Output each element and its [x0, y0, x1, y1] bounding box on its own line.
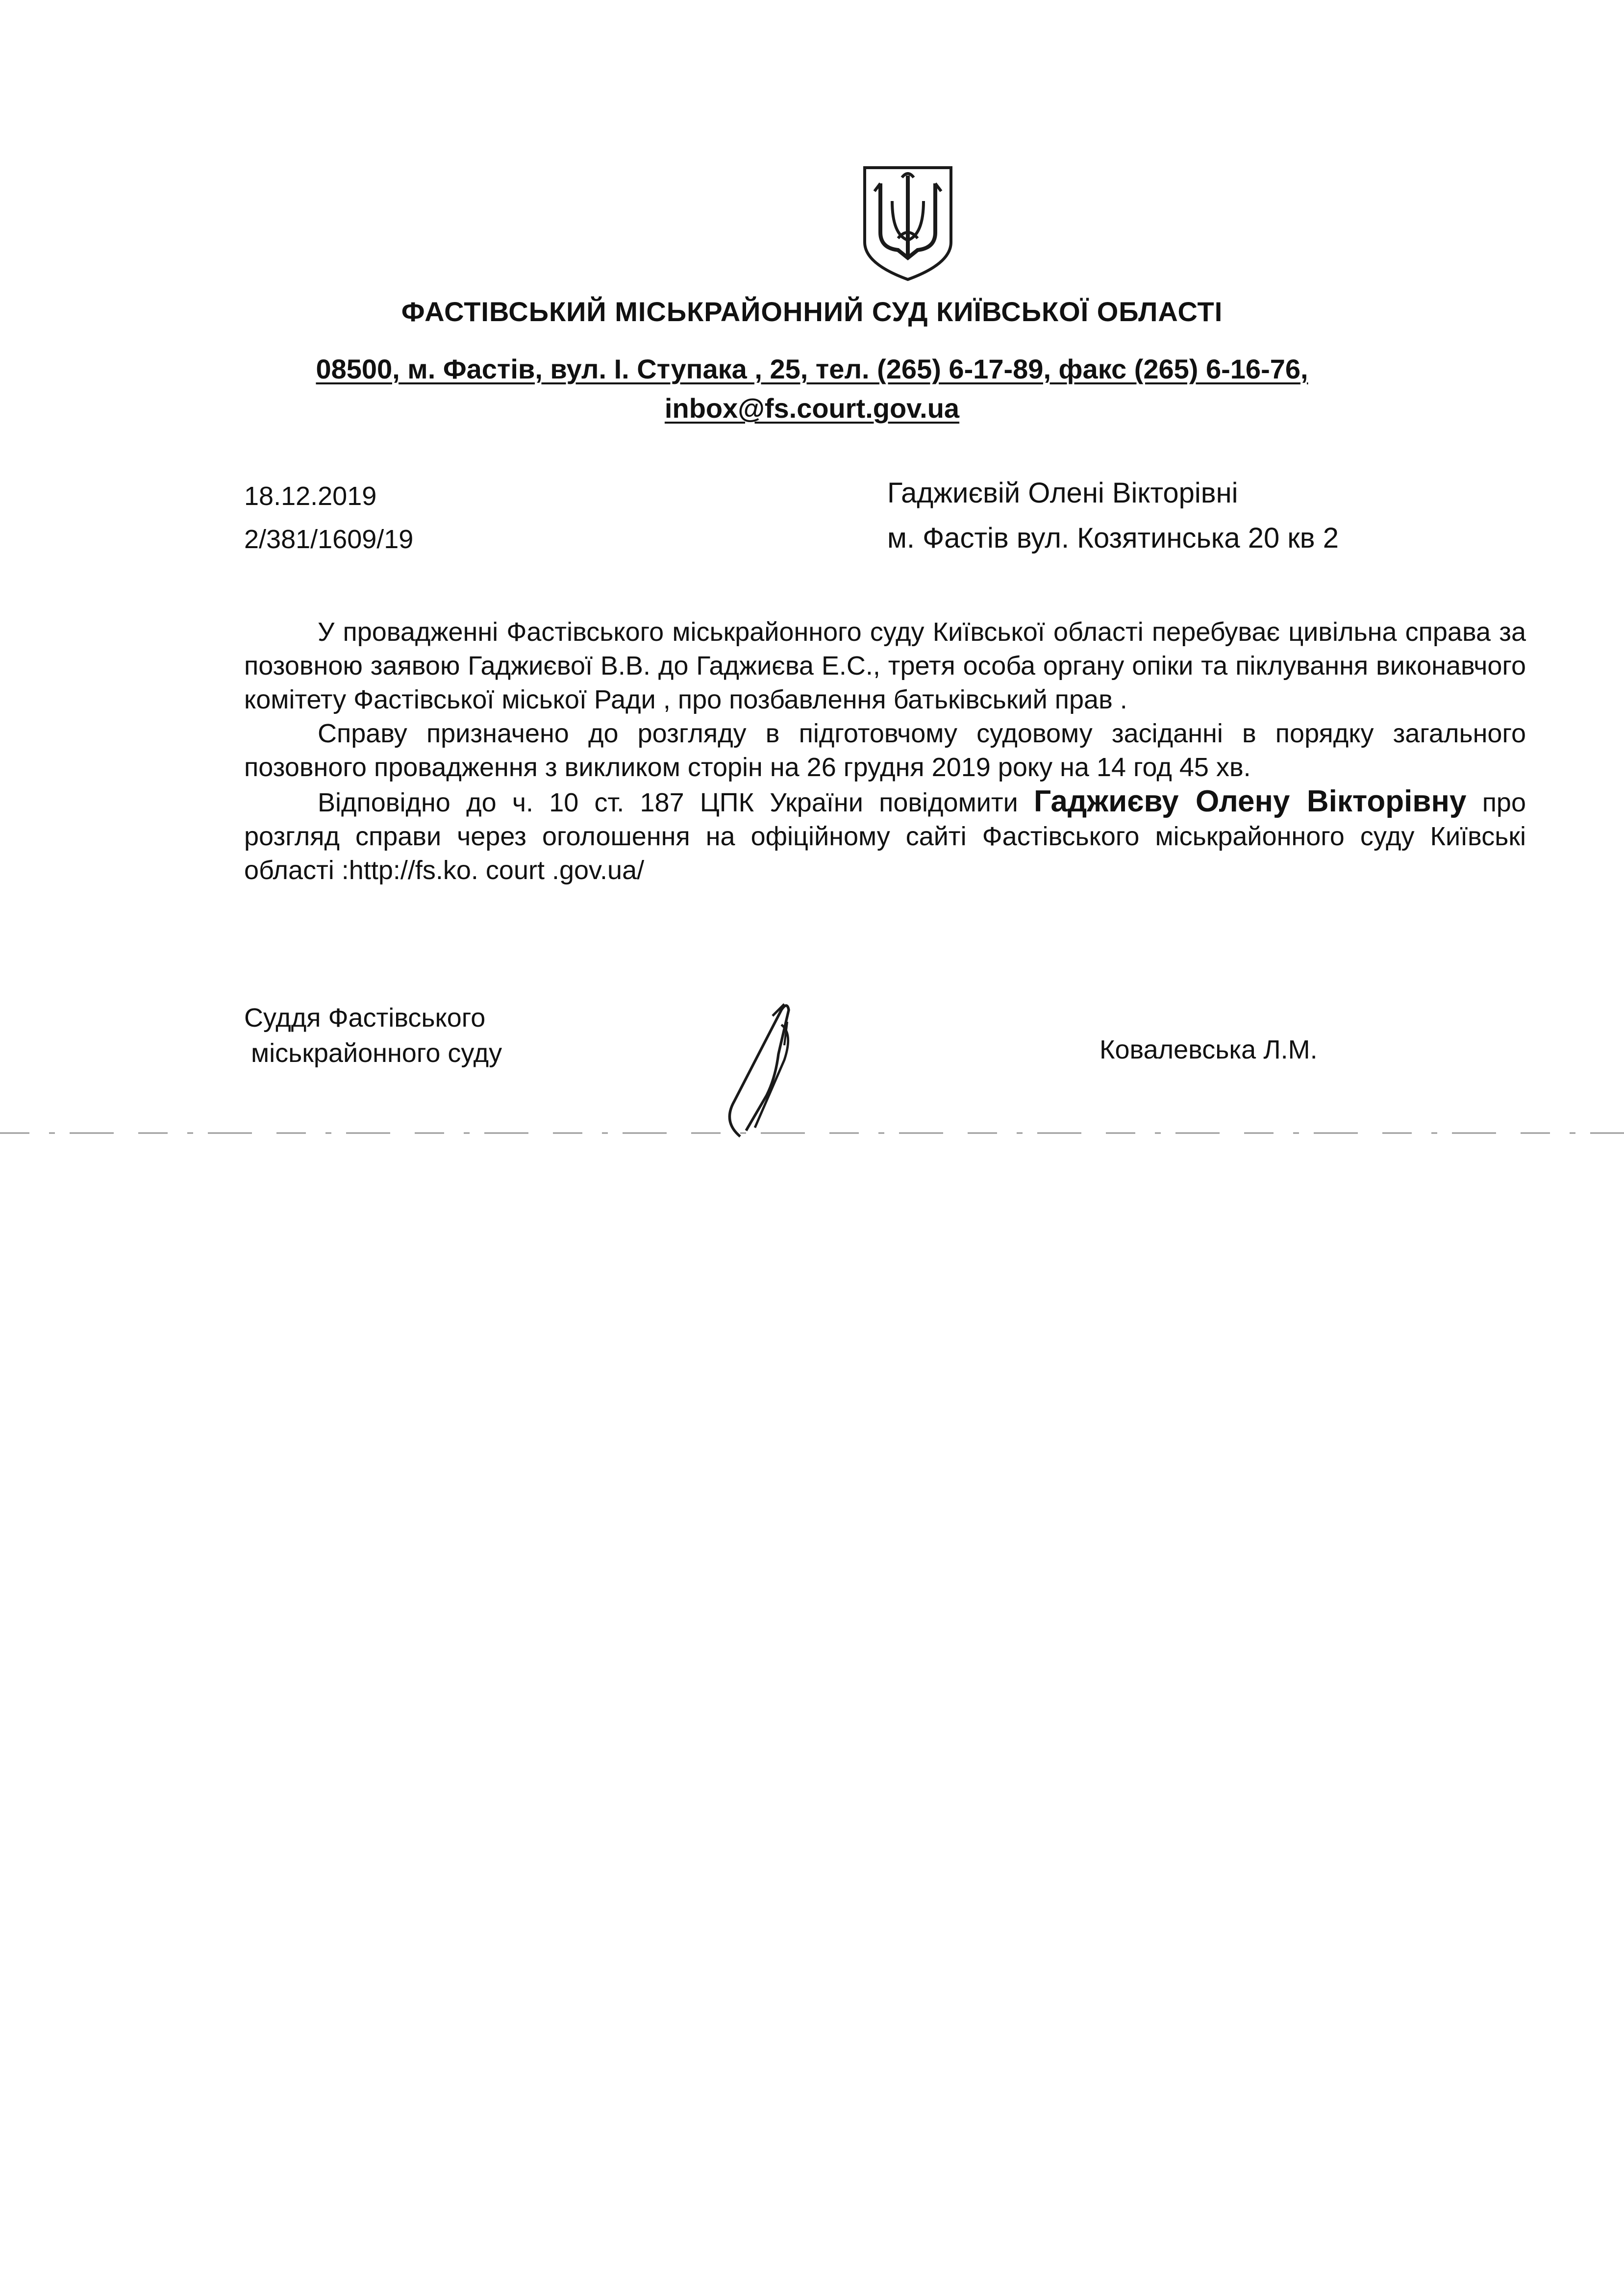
body-text-end: про розгляд справи через оголошення на офіційному сайті Фастівського міськрайонного суду Київські області :http://fs.ko. court .gov.ua/: [244, 788, 1526, 885]
body-text-start: Відповідно до ч. 10 ст. 187 ЦПК України повідомити: [318, 788, 1034, 817]
body-paragraph: [244, 784, 1526, 887]
handwritten-signature: [696, 995, 843, 1142]
recipient-address: м. Фастів вул. Козятинська 20 кв 2: [887, 522, 1339, 554]
recipient-name: Гаджиєвій Олені Вікторівні: [887, 477, 1238, 509]
document-meta: [244, 475, 413, 561]
signer-name: Ковалевська Л.М.: [1099, 1035, 1318, 1064]
coat-of-arms-icon: [859, 162, 957, 284]
respondent-name: Гаджиєву Олену Вікторівну: [1034, 784, 1467, 818]
body-paragraph: Справу призначено до розгляду в підготовчому судовому засіданні в порядку загального позовного провадження з викликом сторін на 26 грудня 2019 року на 14 год 45 хв.: [244, 719, 1526, 782]
judge-title-line: міськрайонного суду: [251, 1038, 502, 1068]
court-email: inbox@fs.court.gov.ua: [664, 393, 960, 424]
judge-title-line: Суддя Фастівського: [244, 1003, 486, 1033]
case-number: 2/381/1609/19: [244, 525, 414, 554]
court-address: [0, 350, 1624, 428]
signature-title: [244, 1000, 502, 1071]
document-date: 18.12.2019: [244, 481, 377, 511]
recipient-block: [887, 471, 1339, 561]
body-paragraph: У провадженні Фастівського міськрайонного суду Київської області перебуває цивільна справа за позовною заявою Гаджиєвої В.В. до Гаджиєва Е.С., третя особа органу опіки та піклування виконавчого комітету Фастівської міської Ради , про позбавлення батьківський прав .: [244, 617, 1526, 714]
court-name: ФАСТІВСЬКИЙ МІСЬКРАЙОННИЙ СУД КИЇВСЬКОЇ ОБЛАСТІ: [401, 296, 1223, 327]
notice-body: [244, 615, 1526, 887]
scan-artifact-line: [0, 1129, 1624, 1133]
court-address-line: 08500, м. Фастів, вул. І. Ступака , 25, тел. (265) 6-17-89, факс (265) 6-16-76,: [316, 353, 1308, 384]
